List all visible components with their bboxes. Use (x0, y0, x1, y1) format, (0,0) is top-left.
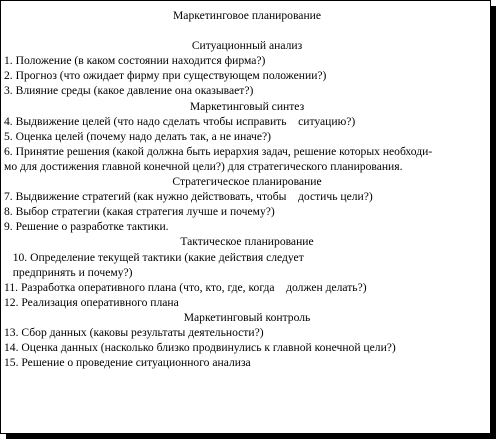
list-item-9: 9. Решение о разработке тактики. (4, 220, 169, 234)
list-item-6: 6. Принятие решения (какой должна быть иерархия задач, решение которых необходи- (4, 144, 433, 158)
list-item-3: 3. Влияние среды (какое давление она оказывает?) (4, 84, 254, 98)
section-heading-marketing-synthesis: Маркетинговый синтез (189, 99, 305, 113)
list-item-2: 2. Прогноз (что ожидает фирму при существующем положении?) (4, 69, 327, 83)
frame-shadow-right (491, 6, 496, 439)
list-item-15: 15. Решение о проведение ситуационного анализа (4, 356, 251, 370)
list-item-8: 8. Выбор стратегии (какая стратегия лучше и почему?) (4, 205, 275, 219)
section-heading-tactical-planning: Тактическое планирование (180, 235, 314, 249)
spacer (4, 23, 490, 38)
list-item-12: 12. Реализация оперативного плана (4, 295, 179, 309)
document-content (4, 8, 490, 370)
section-heading-situational-analysis: Ситуационный анализ (191, 39, 303, 53)
list-item-13: 13. Сбор данных (каковы результаты деятельности?) (4, 325, 264, 339)
list-item-6-continued: мо для достижения главной конечной цели?) для стратегического планирования. (4, 159, 403, 173)
section-heading-strategic-planning: Стратегическое планирование (172, 175, 322, 189)
list-item-10: 10. Определение текущей тактики (какие действия следует (4, 250, 304, 264)
list-item-11: 11. Разработка оперативного плана (что, кто, где, когда должен делать?) (4, 280, 367, 294)
document-title: Маркетинговое планирование (172, 9, 322, 22)
list-item-7: 7. Выдвижение стратегий (как нужно действовать, чтобы достичь цели?) (4, 190, 373, 204)
list-item-5: 5. Оценка целей (почему надо делать так, а не иначе?) (4, 129, 272, 143)
list-item-4: 4. Выдвижение целей (что надо сделать чтобы исправить ситуацию?) (4, 114, 356, 128)
list-item-10-continued: предпринять и почему?) (4, 265, 133, 279)
list-item-14: 14. Оценка данных (насколько близко продвинулись к главной конечной цели?) (4, 341, 396, 355)
frame-shadow-bottom (6, 434, 496, 439)
section-heading-marketing-control: Маркетинговый контроль (183, 310, 311, 324)
list-item-1: 1. Положение (в каком состоянии находится фирма?) (4, 54, 266, 68)
